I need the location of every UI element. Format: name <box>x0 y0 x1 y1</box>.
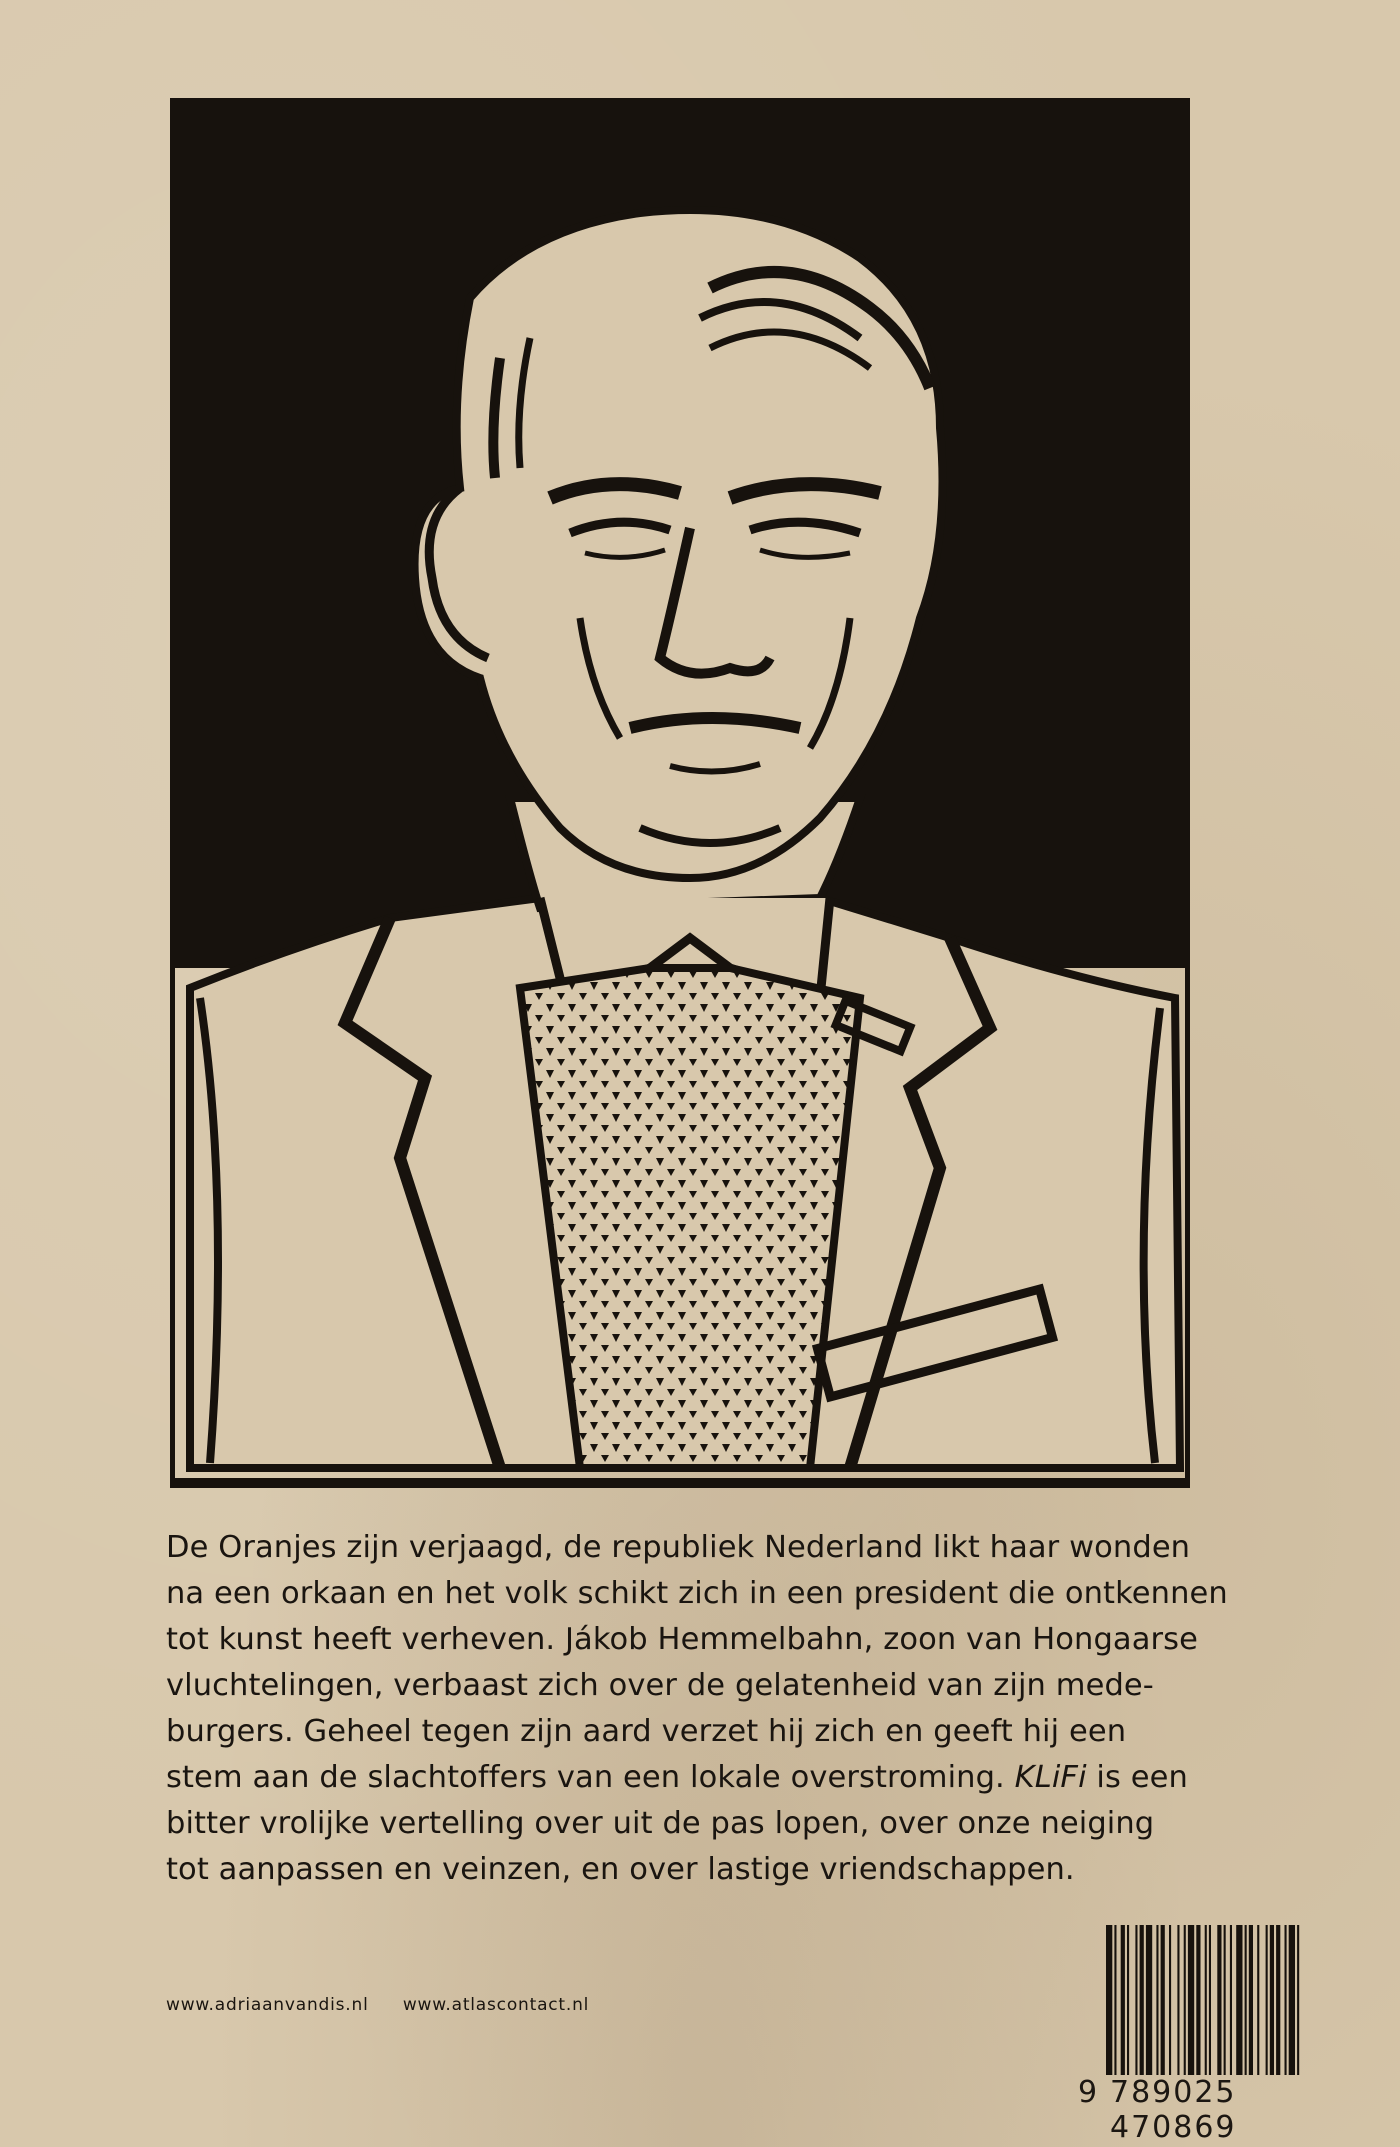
blurb-line-with-title <box>166 1755 1246 1801</box>
barcode-bar <box>1188 1925 1194 2075</box>
barcode-bar <box>1266 1925 1268 2075</box>
barcode-bar <box>1270 1925 1274 2075</box>
barcode-bar <box>1257 1925 1259 2075</box>
barcode-bar <box>1177 1925 1179 2075</box>
barcode-bar <box>1127 1925 1129 2075</box>
blurb-line: tot aanpassen en veinzen, en over lastige vriendschappen. <box>166 1852 1075 1887</box>
isbn-digits: 789025 470869 <box>1110 2075 1237 2145</box>
blurb-line: burgers. Geheel tegen zijn aard verzet hij zich en geeft hij een <box>166 1714 1127 1749</box>
blurb-line: tot kunst heeft verheven. Jákob Hemmelbahn, zoon van Hongaarse <box>166 1622 1198 1657</box>
blurb-line-part: is een <box>1086 1760 1188 1795</box>
barcode-bar <box>1114 1925 1116 2075</box>
barcode-bar <box>1184 1925 1186 2075</box>
book-title-italic: KLiFi <box>1014 1760 1087 1795</box>
barcode-bar <box>1121 1925 1125 2075</box>
cover-portrait-illustration <box>170 98 1190 1488</box>
barcode-bar <box>1161 1925 1165 2075</box>
barcode-block <box>1078 1925 1358 2145</box>
back-cover-blurb <box>166 1525 1246 1893</box>
barcode-bar <box>1135 1925 1137 2075</box>
barcode-bar <box>1224 1925 1226 2075</box>
author-website-link[interactable]: www.adriaanvandis.nl <box>166 1995 369 2015</box>
barcode-bar <box>1169 1925 1171 2075</box>
barcode-bar <box>1276 1925 1280 2075</box>
blurb-line: De Oranjes zijn verjaagd, de republiek Nederland likt haar wonden <box>166 1530 1191 1565</box>
barcode-bar <box>1249 1925 1253 2075</box>
barcode-bar <box>1209 1925 1211 2075</box>
barcode-bar <box>1236 1925 1242 2075</box>
barcode-bar <box>1245 1925 1247 2075</box>
blurb-line: na een orkaan en het volk schikt zich in een president die ontkennen <box>166 1576 1228 1611</box>
footer-links <box>166 1995 617 2015</box>
blurb-line-part: stem aan de slachtoffers van een lokale overstroming. <box>166 1760 1005 1795</box>
barcode-bar <box>1156 1925 1158 2075</box>
barcode-bar <box>1140 1925 1144 2075</box>
barcode-bar <box>1205 1925 1207 2075</box>
blurb-line: vluchtelingen, verbaast zich over de gelatenheid van zijn mede- <box>166 1668 1154 1703</box>
barcode-bar <box>1289 1925 1295 2075</box>
barcode-bar <box>1285 1925 1287 2075</box>
isbn-first-digit: 9 <box>1078 2075 1098 2110</box>
barcode-bar <box>1146 1925 1152 2075</box>
barcode-bar <box>1230 1925 1232 2075</box>
barcode-bar <box>1196 1925 1200 2075</box>
barcode-icon <box>1106 1925 1352 2075</box>
portrait-svg <box>170 98 1190 1488</box>
publisher-website-link[interactable]: www.atlascontact.nl <box>402 1995 590 2015</box>
barcode-bar <box>1106 1925 1112 2075</box>
barcode-bar <box>1297 1925 1299 2075</box>
blurb-line: bitter vrolijke vertelling over uit de pas lopen, over onze neiging <box>166 1806 1155 1841</box>
barcode-bar <box>1217 1925 1221 2075</box>
